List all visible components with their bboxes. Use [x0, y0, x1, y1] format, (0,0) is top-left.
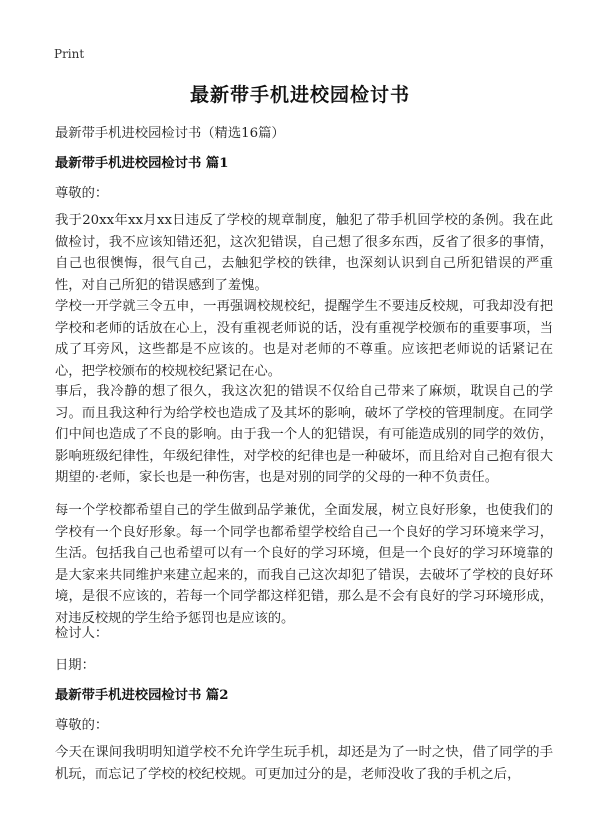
section-1-paragraph-4: 每一个学校都希望自己的学生做到品学兼优，全面发展，树立良好形象，也使我们的学校有一个良好形象。每一个同学也都希望学校给自己一个良好的学习环境来学习，生活。包括我自己也希望可以有一个良好的学习环境，但是一个良好的学习环境靠的是大家来共同维护来建立起来的，而我自己这次却犯了错误，去破坏了学校的良好环境，是很不应该的，若每一个同学都这样犯错，那么是不会有良好的学习环境形成，对违反校规的学生给予惩罚也是应该的。 [55, 503, 553, 626]
section-1-paragraph-2: 学校一开学就三令五申，一再强调校规校纪，提醒学生不要违反校规，可我却没有把学校和老师的话放在心上，没有重视老师说的话，没有重视学校颁布的重要事项，当成了耳旁风，这些都是不应该的。也是对老师的不尊重。应该把老师说的话紧记在心，把学校颁布的校规校纪紧记在心。 [55, 299, 553, 379]
section-2-heading: 最新带手机进校园检讨书 篇2 [55, 688, 229, 703]
section-1-paragraph-3: 事后，我冷静的想了很久，我这次犯的错误不仅给自己带来了麻烦，耽误自己的学习。而且我这种行为给学校也造成了及其坏的影响，破坏了学校的管理制度。在同学们中间也造成了不良的影响。由于我一个人的犯错误，有可能造成别的同学的效仿，影响班级纪律性，年级纪律性，对学校的纪律也是一种破坏，而且给对自己抱有很大期望的·老师，家长也是一种伤害，也是对别的同学的父母的一种不负责任。 [55, 384, 553, 485]
section-1-paragraph-1: 我于20xx年xx月xx日违反了学校的规章制度，触犯了带手机回学校的条例。我在此做检讨，我不应该知错还犯，这次犯错误，自己想了很多东西，反省了很多的事情，自己也很懊悔，很气自己，去触犯学校的铁律，也深刻认识到自己所犯错误的严重性，对自己所犯的错误感到了羞愧。 [55, 213, 553, 293]
section-2-paragraph-1: 今天在课间我明明知道学校不允许学生玩手机，却还是为了一时之快，借了同学的手机玩，而忘记了学校的校纪校规。可更加过分的是，老师没收了我的手机之后， [55, 745, 553, 782]
document-subtitle: 最新带手机进校园检讨书（精选16篇） [55, 126, 285, 141]
print-label[interactable]: Print [54, 47, 85, 61]
section-1-heading: 最新带手机进校园检讨书 篇1 [55, 156, 229, 171]
document-title: 最新带手机进校园检讨书 [189, 84, 410, 106]
section-1-date: 日期： [55, 658, 95, 673]
section-1-signer: 检讨人： [55, 626, 109, 641]
section-1-greeting: 尊敬的： [55, 186, 109, 201]
section-2-greeting: 尊敬的： [55, 718, 109, 733]
